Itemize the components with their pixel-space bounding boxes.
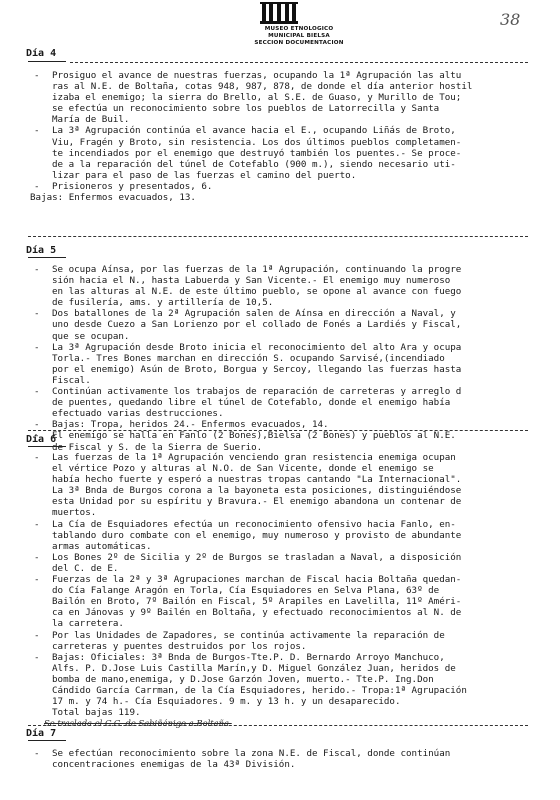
day-6-item: - La Cía de Esquiadores efectúa un reconocimiento ofensivo hacia Fanlo, en- tablando duro combate con el enemigo, muy numeroso y provisto de abundante armas automáticas. (30, 519, 538, 552)
day-5-item: - El enemigo se halla en Fanlo (2 Bones),Bielsa (2 Bones) y pueblos al N.E. de Fiscal y S. de la Sierra de Suerio. (30, 430, 538, 452)
museum-stamp (244, 2, 374, 54)
page-number: 38 (500, 10, 521, 29)
day-4-item: - Prosiguo el avance de nuestras fuerzas, ocupando la 1ª Agrupación las altu ras al N.E. de Boltaña, cotas 948, 987, 878, de donde el día anterior hostil izaba el enemigo; la sierra do Brello, al S.E. de Guaso, y Murillo de Tou; se efectúa un reconocimiento sobre los pueblos de Latorrecilla y Santa María de Buil. (30, 70, 538, 125)
day-4-section (30, 70, 538, 203)
separator-day-5 (28, 236, 528, 237)
day-5-item: - Bajas: Tropa, heridos 24.- Enfermos evacuados, 14. (30, 419, 538, 430)
separator-day-7 (28, 725, 528, 726)
museum-emblem-icon (260, 2, 298, 24)
day-4-item: - La 3ª Agrupación continúa el avance hacia el E., ocupando Liñás de Broto, Viu, Fragén y Broto, sin resistencia. Los dos últimos pueblos completamen- te incendiados por el enemigo que destruyó también los puentes.- Se proce- de a la reparación del túnel de Cotefablo (900 m.), siendo necesario uti- lizar para el paso de las fuerzas el camino del puerto. (30, 125, 538, 180)
day-4-item: - Prisioneros y presentados, 6. (30, 181, 538, 192)
day-7-underline (28, 740, 66, 741)
day-6-item: - Los Bones 2º de Sicilia y 2º de Burgos se trasladan a Naval, a disposición del C. de E. (30, 552, 538, 574)
day-6-footer: Total bajas 119. (52, 707, 141, 719)
day-6-item: - Fuerzas de la 2ª y 3ª Agrupaciones marchan de Fiscal hacia Boltaña quedan- do Cía Falange Aragón en Torla, Cía Esquiadores en Selva Plana, 63º de Bailón en Broto, 7º Bailón en Fiscal, 5º Arapiles en Lavelilla, 11º Améri- ca en Jánovas y 9º Bailén en Boltaña, y efectuado reconocimientos al N. de la carretera. (30, 574, 538, 629)
separator-day-6 (28, 430, 528, 431)
day-4-heading: Día 4 (26, 48, 57, 59)
day-6-section (30, 452, 538, 729)
day-4-footer: Bajas: Enfermos evacuados, 13. (30, 192, 196, 204)
day-6-item: - Por las Unidades de Zapadores, se continúa activamente la reparación de carreteras y puentes destruidos por los rojos. (30, 630, 538, 652)
separator-day-4 (70, 62, 528, 63)
day-5-underline (28, 257, 66, 258)
day-6-item: - Bajas: Oficiales: 3ª Bnda de Burgos-Tte.P. D. Bernardo Arroyo Manchuco, Alfs. P. D.Jose Luis Castilla Marín,y D. Miguel González Juan, heridos de bomba de mano,enemiga, y D.Jose Garzón Joven, muerto.- Tte.P. Ing.Don Cándido García Carrman, de la Cía Esquiadores, herido.- Tropa:1ª Agrupación 17 m. y 74 h.- Cía Esquiadores. 9 m. y 13 h. y un desaparecido. (30, 652, 538, 707)
stamp-line-1: MUSEO ETNOLOGICO (264, 26, 334, 32)
day-7-item: - Se efectúan reconocimiento sobre la zona N.E. de Fiscal, donde continúan concentraciones enemigas de la 43ª División. (30, 748, 538, 770)
day-5-item: - Continúan activamente los trabajos de reparación de carreteras y arreglo d de puentes, quedando libre el túnel de Cotefablo, donde el enemigo había efectuado varias destrucciones. (30, 386, 538, 419)
day-6-heading: Día 6 (26, 434, 57, 445)
day-4-underline (28, 61, 66, 62)
day-7-heading: Día 7 (26, 728, 57, 739)
day-6-underline (28, 446, 66, 447)
day-6-item: - Las fuerzas de la 1ª Agrupación venciendo gran resistencia enemiga ocupan el vértice Pozo y alturas al N.O. de San Vicente, donde el enemigo se había hecho fuerte y esperó a nuestras tropas cantando "La Internacional". La 3ª Bnda de Burgos corona a la bayoneta esta posiciones, distinguiéndose esta Unidad por su espíritu y Bravura.- El enemigo abandona un contenar de muertos. (30, 452, 538, 519)
stamp-line-3: SECCION DOCUMENTACION (254, 40, 344, 46)
day-5-item: - Dos batallones de la 2ª Agrupación salen de Aínsa en dirección a Naval, y uno desde Cuezo a San Lorienzo por el collado de Fonés a Lardiés y Fiscal, que se ocupan. (30, 308, 538, 341)
day-5-item: - Se ocupa Aínsa, por las fuerzas de la 1ª Agrupación, continuando la progre sión hacia el N., hasta Labuerda y San Vicente.- El enemigo muy numeroso en las alturas al N.E. de este último pueblo, se opone al avance con fuego de fusilería, ams. y artillería de 10,5. (30, 264, 538, 308)
day-5-item: - La 3ª Agrupación desde Broto inicia el reconocimiento del alto Ara y ocupa Torla.- Tres Bones marchan en dirección S. ocupando Sarvisé,(incendiado por el enemigo) Asún de Broto, Borgua y Sercoy, llegando las fuerzas hasta Fiscal. (30, 342, 538, 386)
day-5-heading: Día 5 (26, 245, 57, 256)
day-7-section (30, 748, 538, 770)
day-5-section (30, 264, 538, 453)
handwritten-note: Se traslada el C.G. de Sabiñánigo a Boltaña. (44, 718, 232, 729)
stamp-line-2: MUNICIPAL BIELSA (268, 33, 330, 39)
